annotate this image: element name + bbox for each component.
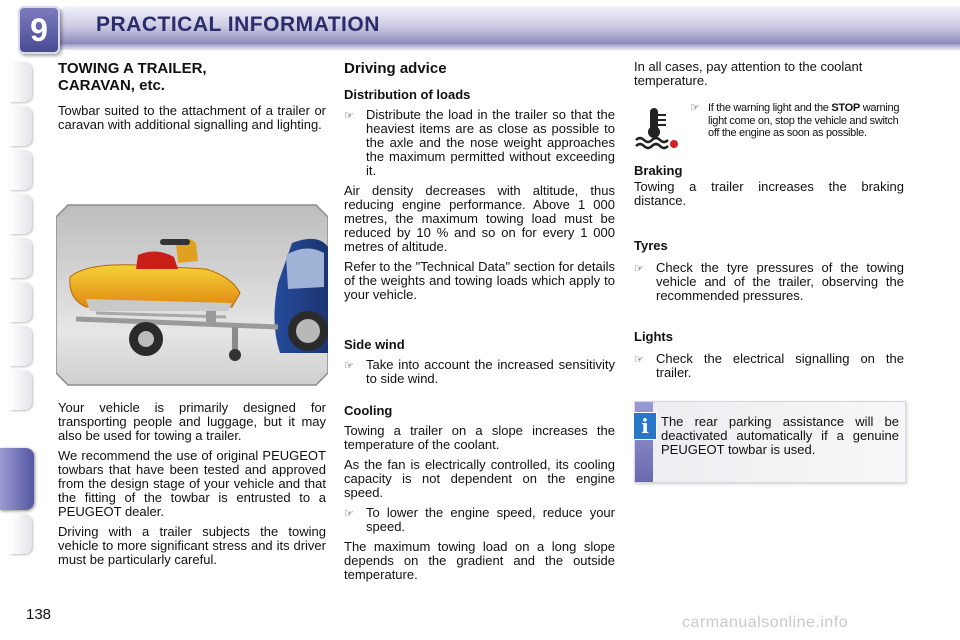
warning-row — [634, 102, 904, 150]
paragraph: We recommend the use of original PEUGEOT towbars that have been tested and approved from the design stage of your vehicle and that the fitting of the towbar is entrusted to a PEUGEOT dealer. — [58, 448, 326, 519]
chapter-tab[interactable] — [10, 370, 32, 410]
paragraph: Refer to the "Technical Data" section for details of the weights and towing loads which apply to your vehicle. — [344, 259, 615, 302]
section-title — [58, 60, 326, 94]
pointing-hand-icon: ☞ — [344, 508, 354, 520]
chapter-tab[interactable] — [10, 282, 32, 322]
bullet-text: Take into account the increased sensitivity to side wind. — [366, 357, 615, 386]
paragraph: Towing a trailer increases the braking distance. — [634, 179, 904, 208]
towbar-intro: Towbar suited to the attachment of a trailer or caravan with additional signalling and lighting. — [58, 103, 326, 132]
page-title: PRACTICAL INFORMATION — [96, 13, 380, 36]
list-item — [344, 358, 615, 386]
chapter-tab[interactable] — [10, 514, 32, 554]
pointing-hand-icon: ☞ — [634, 354, 644, 366]
column-cooling — [344, 404, 615, 588]
braking-heading: Braking — [634, 163, 683, 178]
paragraph: The maximum towing load on a long slope depends on the gradient and the outside temperature. — [344, 539, 615, 582]
chapter-tab[interactable] — [10, 194, 32, 234]
chapter-tab[interactable] — [10, 238, 32, 278]
info-text: The rear parking assistance will be deactivated automatically if a genuine PEUGEOT towbar is used. — [661, 414, 899, 457]
chapter-tab[interactable] — [10, 106, 32, 146]
coolant-temperature-warning-icon — [634, 106, 680, 150]
paragraph: Your vehicle is primarily designed for transporting people and luggage, but it may also be used for towing a trailer. — [58, 400, 326, 443]
page-header — [0, 0, 960, 52]
bullet-text: Check the tyre pressures of the towing vehicle and of the trailer, observing the recommended pressures. — [656, 260, 904, 303]
tyres-heading: Tyres — [634, 238, 668, 253]
stop-warning-text — [708, 102, 904, 150]
pointing-hand-icon: ☞ — [690, 102, 700, 114]
chapter-tab-active[interactable] — [0, 448, 34, 510]
info-icon: i — [633, 412, 657, 440]
distribution-heading: Distribution of loads — [344, 87, 471, 102]
bullet-text: To lower the engine speed, reduce your speed. — [366, 505, 615, 534]
list-item — [344, 506, 615, 534]
paragraph: Towing a trailer on a slope increases the temperature of the coolant. — [344, 423, 615, 452]
chapter-tab[interactable] — [10, 326, 32, 366]
column-side-wind — [344, 338, 615, 392]
bullet-text: Check the electrical signalling on the trailer. — [656, 351, 904, 380]
section-title-line: TOWING A TRAILER, — [58, 60, 207, 77]
stop-warning — [680, 102, 904, 150]
pointing-hand-icon: ☞ — [344, 360, 354, 372]
bullet-text: Distribute the load in the trailer so that the heaviest items are as close as possible to the axle and the nose weight approaches the maximum permitted without exceeding it. — [366, 107, 615, 178]
driving-advice-title: Driving advice — [344, 60, 447, 77]
column-driving-advice — [344, 60, 615, 308]
list-item — [634, 261, 904, 303]
trailer-illustration — [56, 203, 328, 387]
chapter-tabs — [0, 62, 34, 582]
column-lights — [634, 330, 904, 386]
paragraph: Driving with a trailer subjects the towing vehicle to more significant stress and its driver must be particularly careful. — [58, 524, 326, 567]
stop-label: STOP — [831, 102, 860, 114]
coolant-intro: In all cases, pay attention to the coolant temperature. — [634, 59, 863, 88]
pointing-hand-icon: ☞ — [634, 263, 644, 275]
column-towing-body — [58, 401, 326, 573]
chapter-number-badge: 9 — [18, 6, 60, 54]
lights-heading: Lights — [634, 329, 673, 344]
list-item — [344, 108, 615, 178]
watermark: carmanualsonline.info — [682, 614, 849, 631]
side-wind-heading: Side wind — [344, 337, 405, 352]
column-coolant — [634, 60, 904, 214]
header-shadow — [52, 44, 960, 50]
cooling-heading: Cooling — [344, 403, 393, 418]
info-box — [634, 401, 906, 483]
paragraph: As the fan is electrically controlled, its cooling capacity is not dependent on the engine speed. — [344, 457, 615, 500]
chapter-tab[interactable] — [10, 62, 32, 102]
list-item — [634, 352, 904, 380]
pointing-hand-icon: ☞ — [344, 110, 354, 122]
warning-text: warning light come on, stop the vehicle and switch off the engine as soon as possible. — [708, 102, 900, 139]
page-number: 138 — [26, 606, 52, 623]
column-towing — [58, 60, 326, 138]
warning-text: If the warning light and the — [708, 102, 832, 114]
paragraph: Air density decreases with altitude, thus reducing engine performance. Above 1 000 metres, the maximum towing load must be reduced by 10 % and so on for every 1 000 metres of altitude. — [344, 183, 615, 254]
chapter-tab[interactable] — [10, 150, 32, 190]
section-title-line: CARAVAN, etc. — [58, 77, 165, 94]
column-tyres — [634, 239, 904, 309]
